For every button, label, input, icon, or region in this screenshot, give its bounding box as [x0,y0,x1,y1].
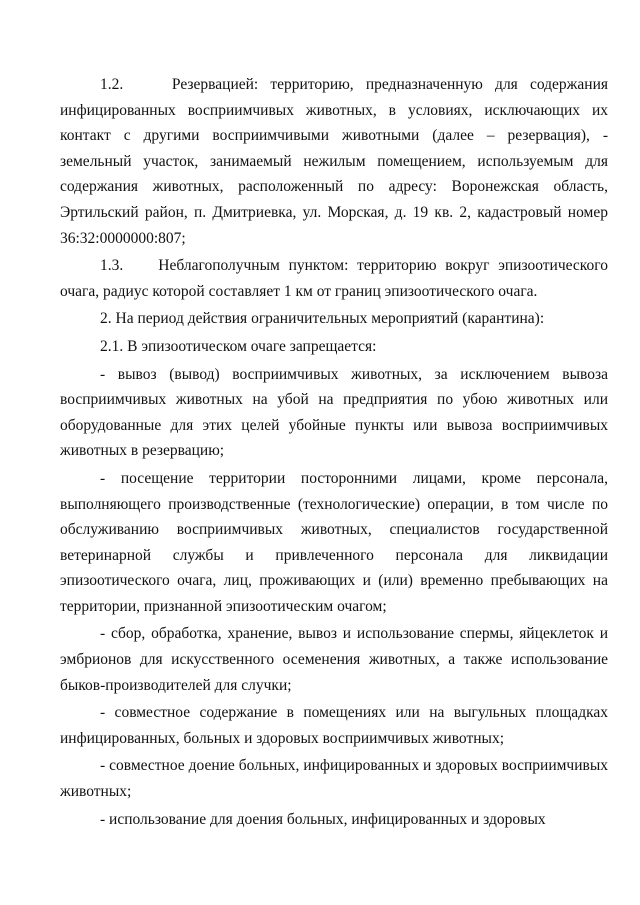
document-body [60,72,608,832]
paragraph-1-3: 1.3. Неблагополучным пунктом: территорию вокруг эпизоотического очага, радиус которой составляет 1 км от границ эпизоотического очага. [60,257,608,300]
paragraph-1-2: 1.2. Резервацией: территорию, предназначенную для содержания инфицированных восприимчивых животных, в условиях, исключающих их контакт с другими восприимчивыми животными (далее – резервация), - земельный участок, занимаемый нежилым помещением, используемым для содержания животных, расположенный по адресу: Воронежская область, Эртильский район, п. Дмитриевка, ул. Морская, д. 19 кв. 2, кадастровый номер 36:32:0000000:807; [60,76,608,247]
paragraph-2: 2. На период действия ограничительных мероприятий (карантина): [100,310,545,328]
list-item-joint-keeping-ban: - совместное содержание в помещениях или на выгульных площадках инфицированных, больных и здоровых восприимчивых животных; [60,704,608,747]
list-item-export-ban: - вывоз (вывод) восприимчивых животных, за исключением вывоза восприимчивых животных на убой на предприятия по убою животных или оборудованные для этих целей убойные пункты или вывоза восприимчивых животных в резервацию; [60,365,608,460]
list-item-joint-milking-ban: - совместное доение больных, инфицированных и здоровых восприимчивых животных; [60,757,608,801]
list-item-semen-ban: - сбор, обработка, хранение, вывоз и использование спермы, яйцеклеток и эмбрионов для искусственного осеменения животных, а также использование быков-производителей для случки; [60,625,608,694]
list-item-milking-use-ban: - использование для доения больных, инфицированных и здоровых [100,810,546,828]
list-item-visit-ban: - посещение территории посторонними лицами, кроме персонала, выполняющего производственные (технологические) операции, в том числе по обслуживанию восприимчивых животных, специалистов государственной ветеринарной службы и привлеченного персонала для ликвидации эпизоотического очага, лиц, проживающих и (или) временно пребывающих на территории, признанной эпизоотическим очагом; [60,469,608,615]
paragraph-2-1: 2.1. В эпизоотическом очаге запрещается: [100,337,377,355]
